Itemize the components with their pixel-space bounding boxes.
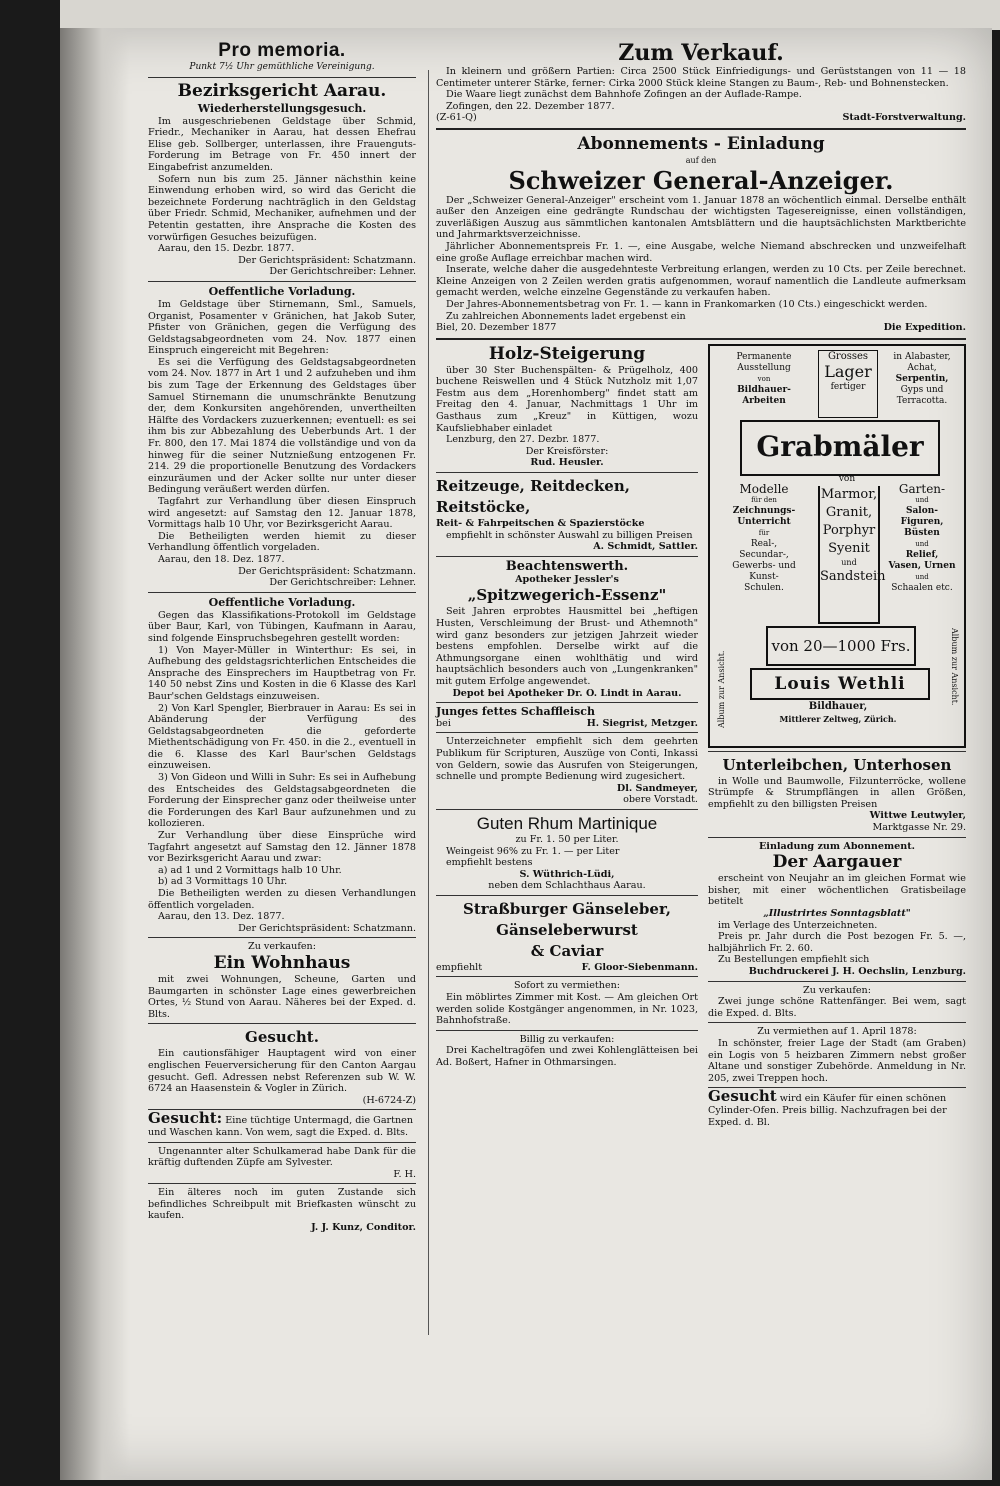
grab-text: Gewerbs- und [732,560,796,571]
beachtenswerth-text: Seit Jahren erprobtes Hausmittel bei „heftigen Husten, Verschleimung der Brust- und Athemnoth" wird ganz besonders zur jetzigen Jahrzeit wieder bestens empfohlen. Derselbe wirkt auf die Athmungsorgane einen wohlthätig und wird hauptsächlich besonders auch von „Lungenkranken" mit gutem Erfolge angewendet. [436,606,698,687]
grab-text: und [841,557,857,567]
grab-text: Permanente [736,351,792,362]
beachtenswerth-title: Beachtenswerth. [505,558,629,574]
grab-text: Ausstellung [737,362,791,373]
middle-subcolumn [436,344,698,1128]
grab-text: Achat, [907,362,937,373]
unterleibchen-sig: Marktgasse Nr. 29. [872,822,966,834]
vorladung-text: a) ad 1 und 2 Vormittags halb 10 Uhr. [158,864,342,876]
schreibpult-ad [148,1187,416,1233]
reitzeuge-ad [436,476,698,553]
abonnement-text: Inserate, welche daher die ausgedehnteste Verbreitung erlangen, werden zu 10 Cts. per Zeile berechnet. Kleine Anzeigen von 2 Zeilen werden gratis aufgenommen, worauf namentlich die Landleute aufmerksam gemacht werden, welche einzelne Gegenstände zu verkaufen haben. [436,264,966,299]
pro-memoria-ad [148,40,416,74]
grab-text: Real-, [750,538,778,549]
verkauf-title: Zum Verkauf. [618,40,784,66]
rhum-line: zu Fr. 1. 50 per Liter. [515,833,619,845]
gaenseleber-title: Gänseleberwurst [496,920,638,939]
gaenseleber-sig: F. Gloor-Siebenmann. [581,961,698,973]
bezirksgericht-notice [148,81,416,278]
reitzeuge-text: empfiehlt in schönster Auswahl zu billigen Preisen [446,529,693,541]
grab-text: Bildhauer- [737,384,791,395]
grab-text: Syenit [828,540,870,556]
grab-text: Grosses [827,350,869,362]
aargauer-sig: Buchdruckerei J. H. Oechslin, Lenzburg. [748,966,966,977]
vorladung-text: 3) Von Gideon und Willi in Suhr: Es sei in Aufhebung des Entscheides des Geldstagsabgeordneten die Forderung der Einsprecher ganz oder theilweise unter die Forderungen des Karl Baur aufzunehmen und zu kollozieren. [148,772,416,830]
grab-text: Terracotta. [896,395,948,406]
schulkamerad-sig: F. H. [393,1168,416,1180]
grab-text: Figuren, [900,516,944,527]
abonnement-text: Zu zahlreichen Abonnements ladet ergebenst ein [446,310,686,322]
aargauer-sub: „Illustrirtes Sonntagsblatt" [763,908,911,920]
vorladung-date: Aarau, den 13. Dez. 1877. [158,911,285,923]
vorladung-text: Die Betheiligten werden zu diesen Verhandlungen öffentlich vorgeladen. [148,888,416,911]
vorladung-text: Die Betheiligten werden hiemit zu dieser Verhandlung öffentlich vorgeladen. [148,530,416,554]
grab-price: von 20—1000 Frs. [766,626,916,666]
aargauer-text: Zu Bestellungen empfiehlt sich [718,954,870,966]
schaffleisch-pre: bei [436,717,451,729]
unterleibchen-title: Unterleibchen, Unterhosen [722,755,952,774]
beachtenswerth-depot: Depot bei Apotheker Dr. O. Lindt in Aarau. [452,687,682,699]
aargauer-text: erscheint von Neujahr an im gleichen Format wie bisher, mit einer wöchentlichen Gratisbeilage betitelt [708,873,966,908]
abonnement-text: Der „Schweizer General-Anzeiger" erscheint vom 1. Januar 1878 an wöchentlich einmal. Derselbe enthält außer den Anzeigen eine gedrängte Rundschau der wichtigsten Tagesereignisse, einen vollständigen, zuverläßigen Auszug aus sämmtlichen kantonalen Amtsblättern und die hauptsächlichsten Marktberichte und Jahrmarktsverzeichnisse. [436,194,966,241]
gaenseleber-pre: empfiehlt [436,961,483,973]
wohnhaus-pre: Zu verkaufen: [248,941,316,953]
vorladung-text: b) ad 3 Vormittags 10 Uhr. [158,876,288,888]
logis-text: In schönster, freier Lage der Stadt (am Graben) ein Logis von 5 heizbaren Zimmern nebst großer Altane und sonstiger Zubehörde. Anmeldung in Nr. 205, zwei Treppen hoch. [708,1037,966,1084]
rhum-title: Guten Rhum Martinique [476,813,658,833]
verkauf-date: Zofingen, den 22. Dezember 1877. [446,100,615,112]
grab-text: Lager [824,362,872,382]
rattenfaenger-title: Zu verkaufen: [803,984,871,996]
rhum-ad [436,813,698,892]
grab-text: Serpentin, [895,373,949,384]
grab-text: Marmor, [820,486,878,502]
grab-text: Arbeiten [742,395,786,406]
column-rule [428,70,429,1335]
abonnement-date: Biel, 20. Dezember 1877 [436,322,557,334]
vorladung-text: Es sei die Verfügung des Geldstagsabgeordneten vom 24. Nov. 1877 in Art 1 und 2 aufzuheben und ihm bis zum Tage der Erkennung des Geldstages über Samuel Stirnemann die unumschränkte Benutzung der, dem Konkursiten angehörenden, unvertheilten Hälfte des Vordackers zuzuerkennen; eventuell: es sei ihm bis zur Abbezahlung des Ueberbunds Art. 1 der Fr. 800, den 17. Mai 1874 die vollständige und von da hinweg für die seiner Nutznießung entzogenen Fr. 214. 29 die proportionelle Benutzung des Vordackers einzuräumen und der Acker sollte nur unter dieser Bedingung veräußert werden dürfen. [148,356,416,496]
schreiber-text: Unterzeichneter empfiehlt sich dem geehrten Publikum für Scripturen, Auszüge von Conti, Inkassi von Geldern, sowie das Ausrufen von Steigerungen, schnelle und prompte Bedienung wird zugesichert. [436,736,698,783]
grab-text: Kunst- [749,571,779,582]
aargauer-pre: Einladung zum Abonnement. [758,840,916,852]
rhum-sig: neben dem Schlachthaus Aarau. [488,880,646,892]
logis-title: Zu vermiethen auf 1. April 1878: [757,1026,917,1038]
vorladung-title: Oeffentliche Vorladung. [208,284,356,298]
abonnement-text: Jährlicher Abonnementspreis Fr. 1. —, eine Ausgabe, welche Niemand abschrecken und unzweifelhaft eine große Auflage erreichbar machen wird. [436,240,966,264]
holz-title: Holz-Steigerung [488,343,646,364]
grab-side-text: Album zur Ansicht. [950,627,959,706]
grab-text: Modelle [739,481,789,496]
schaffleisch-title: Junges fettes Schaffleisch [436,705,595,719]
grab-text: Gyps und [900,384,944,395]
grab-text: Schaalen etc. [891,582,953,593]
vorladung-notice [148,285,416,589]
verkauf-text: Die Waare liegt zunächst dem Bahnhofe Zofingen an der Auflade-Rampe. [446,89,802,101]
signature: Der Gerichtspräsident: Schatzmann. [238,254,416,266]
grab-text: von [757,374,771,383]
gesucht-title: Gesucht. [245,1028,319,1047]
schulkamerad-ad [148,1146,416,1181]
grab-text: Porphyr [822,522,876,538]
grab-text: Bildhauer, [808,700,868,712]
grab-name: Louis Wethli [750,668,930,700]
schaffleisch-ad [436,706,698,729]
binding-shadow [60,28,130,1480]
grab-text: Zeichnungs- [732,505,796,516]
grab-text: von [838,473,856,484]
unterleibchen-text: in Wolle und Baumwolle, Filzunterröcke, wollene Strümpfe & Strumpflängen in allen Größen, empfiehlt zu den billigsten Preisen [708,775,966,810]
kacheloefen-ad [436,1034,698,1069]
vorladung-notice [148,596,416,935]
left-column [148,40,416,1234]
abonnement-auf: auf den [685,155,717,165]
grab-text: Relief, [905,549,939,560]
vorladung-text: 1) Von Mayer-Müller in Winterthur: Es sei, in Aufhebung des geldstagsrichterlichen Entscheides die Ansprache des Einsprechers im Hauptbetrag von Fr. 140 50 nebst Zins und Kosten in die 6 Klasse des Karl Baur'schen Geldstags einzuweisen. [148,644,416,702]
aargauer-text: im Verlage des Unterzeichneten. [718,919,878,931]
ofen-text: wird ein Käufer für einen schönen Cylinder-Ofen. Preis billig. Nachzufragen bei der Exped. d. Bl. [708,1093,947,1128]
rhum-sig: S. Wüthrich-Lüdi, [519,868,615,880]
reitzeuge-sub: Reit- & Fahrpeitschen & Spazierstöcke [436,518,645,530]
right-column [436,40,966,1128]
grab-big-title: Grabmäler [740,420,940,476]
schreibpult-text: Ein älteres noch im guten Zustande sich befindliches Schreibpult mit Briefkasten wünscht zu kaufen. [148,1187,416,1222]
grab-text: und [915,539,929,548]
aargauer-text: Preis pr. Jahr durch die Post bezogen Fr. 5. —, halbjährlich Fr. 2. 60. [708,931,966,954]
signature: Der Gerichtschreiber: Lehner. [269,266,416,278]
untermagd-ad [148,1109,416,1138]
grab-text: für [758,528,770,537]
grab-text: Unterricht [737,516,791,527]
abonnement-ad [436,134,966,334]
abonnement-name: Schweizer General-Anzeiger. [508,165,894,195]
grab-text: Granit, [825,504,873,520]
grab-text: und [915,572,929,581]
grab-text: Sandstein [820,568,886,584]
grab-text: in Alabaster, [893,351,951,362]
grab-text: Secundar-, [739,549,789,560]
vorladung-date: Aarau, den 18. Dez. 1877. [158,553,285,565]
zimmer-ad [436,980,698,1026]
abonnement-title: Abonnements - Einladung [577,133,825,154]
schreiber-sig: Dl. Sandmeyer, [616,782,698,794]
wohnhaus-title: Ein Wohnhaus [213,952,351,973]
wohnhaus-text: mit zwei Wohnungen, Scheune, Garten und Baumgarten in schönster Lage eines gewerbreichen Ortes, ½ Stund von Aarau. Näheres bei der Exped. d. Blts. [148,973,416,1020]
grab-text: Schulen. [744,582,784,593]
schulkamerad-text: Ungenannter alter Schulkamerad habe Dank für die kräftig duftenden Züpfe am Sylvester. [148,1145,416,1169]
gesucht-text: Ein cautionsfähiger Hauptagent wird von einer englischen Feuerversicherung für den Canton Aargau gesucht. Gefl. Adressen nebst Referenzen sub W. W. 6724 an Haasenstein & Vogler in Zürich. [148,1048,416,1095]
schreiber-ad [436,736,698,806]
holz-sig: Rud. Heusler. [530,457,604,469]
wohnhaus-ad [148,941,416,1020]
reitzeuge-title: Reitzeuge, Reitdecken, Reitstöcke, [436,477,630,517]
unterleibchen-sig: Wittwe Leutwyler, [869,810,966,822]
vorladung-title: Oeffentliche Vorladung. [208,595,356,609]
bezirksgericht-sub: Wiederherstellungsgesuch. [197,101,367,115]
ofen-title: Gesucht [708,1087,777,1106]
vorladung-text: Gegen das Klassifikations-Protokoll im Geldstage über Baur, Karl, von Tübingen, Kaufmann in Aarau, sind folgende Einspruchsbegehren gestellt worden: [148,609,416,644]
gesucht-title: Gesucht: [148,1109,223,1128]
gaenseleber-title: & Caviar [530,941,604,960]
rhum-line: empfiehlt bestens [446,857,533,869]
gaenseleber-ad [436,899,698,974]
grab-text: Vasen, Urnen [888,560,956,571]
ofen-ad [708,1087,966,1128]
right-subcolumn [708,344,966,1128]
grab-text: und [915,495,929,504]
signature: Der Gerichtschreiber: Lehner. [269,577,416,589]
unterleibchen-ad [708,755,966,834]
vorladung-text: Tagfahrt zur Verhandlung über diesen Einspruch wird angesetzt: auf Samstag den 12. Januar 1878, Vormittags halb 10 Uhr, vor Bezirksgericht Aarau. [148,496,416,531]
zimmer-title: Sofort zu vermiethen: [513,980,621,992]
holz-ad [436,344,698,469]
grab-text: Büsten [904,527,940,538]
grab-text: Garten- [898,481,946,496]
aargauer-ad [708,841,966,978]
beachtenswerth-sub: Apotheker Jessler's [515,573,619,585]
zimmer-text: Ein möblirtes Zimmer mit Kost. — Am gleichen Ort werden solide Kostgänger angenommen, in Nr. 1023, Bahnhofstraße. [436,992,698,1027]
grab-text: fertiger [830,382,866,393]
vorladung-text: Im Geldstage über Stirnemann, Sml., Samuels, Organist, Posamenter v Gränichen, hat Jakob Suter, Pfister von Gränichen, gegen die Verfügung des Geldstagsabgeordneten vom 24. Nov. 1877 einen Einspruch eingereicht mit Begehren: [148,298,416,357]
schreiber-sig: obere Vorstadt. [623,794,698,806]
kacheloefen-title: Billig zu verkaufen: [519,1033,615,1045]
holz-text: über 30 Ster Buchenspälten- & Prügelholz, 400 buchene Reiswellen und 4 Stück Nutzholz mit 1,07 Festm aus dem „Horenhomberg" findet statt am Freitag den 4. Januar, Nachmittags 1 Uhr im Gasthaus zum „Kreuz" in Küttigen, wozu Kaufsliebhaber einladet [436,364,698,434]
beachtenswerth-name: „Spitzwegerich-Essenz" [467,586,667,605]
gesucht-text: Eine tüchtige Untermagd, die Gartnen und Waschen kann. Von wem, sagt die Exped. d. Blts. [148,1115,414,1138]
gaenseleber-title: Straßburger Gänseleber, [463,899,671,918]
grab-text: Salon- [905,505,939,516]
signature: Der Gerichtspräsident: Schatzmann. [238,922,416,934]
schreibpult-sig: J. J. Kunz, Conditor. [311,1222,416,1234]
verkauf-ref: (Z-61-Q) [436,112,477,124]
signature: Der Gerichtspräsident: Schatzmann. [238,565,416,577]
rattenfaenger-ad [708,985,966,1020]
hauptagent-ad [148,1027,416,1106]
grab-text: für den [751,495,777,504]
gesucht-ref: (H-6724-Z) [362,1094,416,1106]
grab-text: Mittlerer Zeltweg, Zürich. [779,713,897,724]
holz-sig: Der Kreisförster: [525,445,609,457]
verkauf-sig: Stadt-Forstverwaltung. [842,112,966,124]
grab-side-text: Album zur Ansicht. [717,650,726,728]
page-top-edge [60,0,1000,30]
reitzeuge-sig: A. Schmidt, Sattler. [593,541,698,553]
beachtenswerth-ad [436,560,698,699]
schaffleisch-sig: H. Siegrist, Metzger. [586,717,698,729]
bezirksgericht-text: Sofern nun bis zum 25. Jänner nächsthin keine Einwendung erhoben wird, so wird das Gericht die bezeichnete Forderung nachträglich in den Geldstag über Friedr. Schmid, Mechaniker, aufnehmen und der Petentin gestatten, ihre Ansprache die Kosten des vorwürfigen Gesuches beizufügen. [148,173,416,243]
logis-ad [708,1026,966,1084]
abonnement-text: Der Jahres-Abonnementsbetrag von Fr. 1. — kann in Frankomarken (10 Cts.) eingeschickt werden. [446,298,928,310]
verkauf-ad [436,40,966,124]
holz-date: Lenzburg, den 27. Dezbr. 1877. [446,434,600,446]
pro-memoria-title: Pro memoria. [218,40,346,61]
vorladung-text: Zur Verhandlung über diese Einsprüche wird Tagfahrt angesetzt auf Samstag den 12. Jänner 1878 vor Bezirksgericht Aarau und zwar: [148,830,416,865]
abonnement-sig: Die Expedition. [883,322,966,334]
pro-memoria-sub: Punkt 7½ Uhr gemüthliche Vereinigung. [189,62,375,72]
rhum-line: Weingeist 96% zu Fr. 1. — per Liter [446,845,620,857]
bezirksgericht-date: Aarau, den 15. Dezbr. 1877. [158,243,295,255]
vorladung-text: 2) Von Karl Spengler, Bierbrauer in Aarau: Es sei in Abänderung der Verfügung des Geldstagsabgeordneten die geforderte Miethentschädigung von Fr. 450. in die 2., eventuell in die 6. Klasse des Karl Baur'schen Geldstags einzuweisen. [148,702,416,772]
grabmaeler-ad [708,344,966,748]
bezirksgericht-text: Im ausgeschriebenen Geldstage über Schmid, Friedr., Mechaniker in Aarau, hat dessen Ehefrau Elise geb. Sollberger, unterlassen, ihre Frauenguts-Forderung im Betrage von Fr. 450 innert der Eingabefrist anzumelden. [148,115,416,173]
bezirksgericht-title: Bezirksgericht Aarau. [177,80,387,101]
aargauer-title: Der Aargauer [772,852,902,873]
kacheloefen-text: Drei Kacheltragöfen und zwei Kohlenglätteisen bei Ad. Boßert, Hafner in Othmarsingen. [436,1045,698,1069]
rattenfaenger-text: Zwei junge schöne Rattenfänger. Bei wem, sagt die Exped. d. Blts. [708,996,966,1019]
verkauf-text: In kleinern und größern Partien: Circa 2500 Stück Einfriedigungs- und Gerüststangen von 11 — 18 Centimeter unterer Stärke, ferner: Cirka 2000 Stück kleine Stangen zu Baum-, Reb- und Bohnenstecken. [436,66,966,89]
